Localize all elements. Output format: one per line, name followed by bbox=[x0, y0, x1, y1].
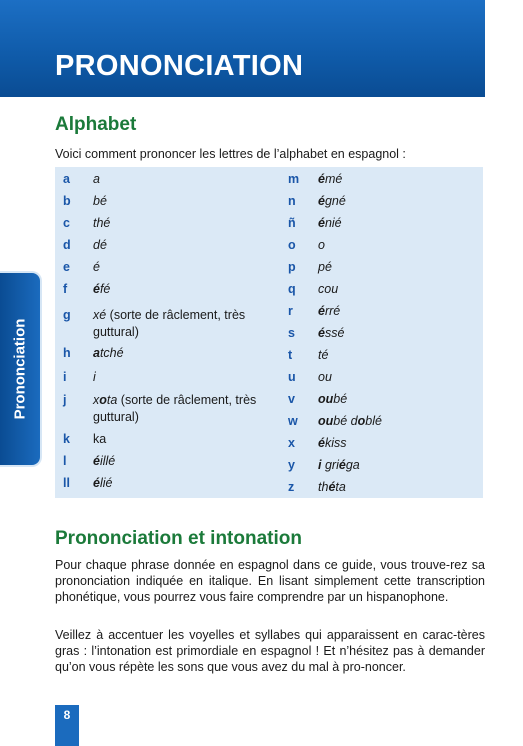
page-header bbox=[0, 0, 485, 97]
pronunciation-fragment: é bbox=[318, 436, 325, 450]
pronunciation-fragment: ou bbox=[318, 392, 334, 406]
pronunciation-fragment: bé bbox=[333, 392, 348, 406]
section-side-tab bbox=[0, 271, 42, 467]
alphabet-letter: s bbox=[288, 326, 295, 340]
alphabet-pronunciation: é bbox=[93, 260, 100, 274]
alphabet-pronunciation: i bbox=[93, 370, 96, 384]
alphabet-pronunciation: ou bbox=[318, 370, 332, 384]
alphabet-pronunciation bbox=[93, 392, 263, 426]
alphabet-letter: k bbox=[63, 432, 70, 446]
alphabet-letter: m bbox=[288, 172, 300, 186]
alphabet-pronunciation bbox=[93, 345, 263, 362]
alphabet-pronunciation bbox=[318, 457, 488, 474]
pronunciation-fragment: é bbox=[318, 304, 325, 318]
alphabet-letter: w bbox=[288, 414, 298, 428]
pronunciation-fragment: gri bbox=[321, 458, 339, 472]
alphabet-pronunciation: té bbox=[318, 348, 329, 362]
alphabet-letter: c bbox=[63, 216, 70, 230]
alphabet-pronunciation bbox=[93, 475, 263, 492]
alphabet-intro: Voici comment prononcer les lettres de l’alphabet en espagnol : bbox=[55, 147, 406, 161]
alphabet-letter: x bbox=[288, 436, 295, 450]
alphabet-pronunciation bbox=[318, 391, 488, 408]
alphabet-pronunciation bbox=[93, 453, 263, 470]
alphabet-letter: j bbox=[63, 393, 67, 407]
alphabet-letter: v bbox=[288, 392, 295, 406]
pronunciation-fragment: o bbox=[357, 414, 366, 428]
alphabet-pronunciation: dé bbox=[93, 238, 107, 252]
pronunciation-fragment: ou bbox=[318, 414, 334, 428]
pronunciation-fragment: é bbox=[318, 326, 325, 340]
alphabet-letter: ñ bbox=[288, 216, 296, 230]
pronunciation-fragment: é bbox=[318, 172, 325, 186]
intonation-paragraph-2: Veillez à accentuer les voyelles et syllabes qui apparaissent en carac-tères gras : l’intonation est primordiale en espagnol ! Et n’hésitez pas à demander qu’on vous répète les sons que vous avez du mal à pro-noncer. bbox=[55, 628, 485, 674]
alphabet-letter: n bbox=[288, 194, 296, 208]
pronunciation-fragment: nié bbox=[324, 216, 342, 230]
pronunciation-fragment: é bbox=[93, 282, 100, 296]
pronunciation-fragment: fé bbox=[99, 282, 111, 296]
pronunciation-fragment: é bbox=[318, 216, 325, 230]
pronunciation-fragment: kiss bbox=[324, 436, 347, 450]
alphabet-pronunciation: o bbox=[318, 238, 325, 252]
pronunciation-fragment: rré bbox=[324, 304, 341, 318]
pronunciation-fragment: ssé bbox=[324, 326, 345, 340]
alphabet-pronunciation bbox=[93, 281, 263, 298]
alphabet-letter: l bbox=[63, 454, 67, 468]
alphabet-pronunciation: pé bbox=[318, 260, 332, 274]
pronunciation-fragment: ga bbox=[345, 458, 360, 472]
alphabet-pronunciation bbox=[93, 307, 263, 341]
pronunciation-fragment: é bbox=[93, 476, 100, 490]
alphabet-letter: r bbox=[288, 304, 293, 318]
alphabet-pronunciation bbox=[318, 325, 488, 342]
alphabet-letter: b bbox=[63, 194, 71, 208]
alphabet-pronunciation bbox=[318, 215, 488, 232]
pronunciation-fragment: mé bbox=[324, 172, 343, 186]
intonation-paragraph-1: Pour chaque phrase donnée en espagnol dans ce guide, vous trouve-rez sa prononciation indiquée en italique. En lisant simplement cette transcription phonétique, vous pourrez vous faire comprendre par un hispanophone. bbox=[55, 558, 485, 604]
alphabet-letter: p bbox=[288, 260, 296, 274]
side-tab-label: Prononciation bbox=[11, 318, 29, 420]
pronunciation-fragment: bé d bbox=[333, 414, 358, 428]
alphabet-letter: g bbox=[63, 308, 71, 322]
alphabet-letter: o bbox=[288, 238, 296, 252]
alphabet-letter: t bbox=[288, 348, 293, 362]
pronunciation-fragment: é bbox=[328, 480, 336, 494]
pronunciation-fragment: illé bbox=[99, 454, 116, 468]
page-number: 8 bbox=[55, 705, 79, 746]
pronunciation-fragment: i bbox=[318, 458, 322, 472]
alphabet-pronunciation bbox=[318, 303, 488, 320]
alphabet-letter: a bbox=[63, 172, 70, 186]
pronunciation-fragment: é bbox=[93, 454, 100, 468]
alphabet-pronunciation bbox=[318, 413, 488, 430]
alphabet-letter: z bbox=[288, 480, 295, 494]
pronunciation-fragment: o bbox=[99, 393, 107, 407]
pronunciation-fragment: ta bbox=[106, 393, 118, 407]
pronunciation-fragment: blé bbox=[365, 414, 382, 428]
pronunciation-fragment: a bbox=[93, 346, 100, 360]
page-title: PRONONCIATION bbox=[55, 50, 304, 82]
alphabet-pronunciation: cou bbox=[318, 282, 339, 296]
pronunciation-fragment: (sorte de râclement, très guttural) bbox=[93, 393, 257, 424]
pronunciation-fragment: gné bbox=[324, 194, 346, 208]
intonation-heading: Prononciation et intonation bbox=[55, 528, 302, 549]
alphabet-pronunciation bbox=[93, 431, 263, 448]
alphabet-letter: q bbox=[288, 282, 296, 296]
alphabet-letter: d bbox=[63, 238, 71, 252]
pronunciation-fragment: xé bbox=[93, 308, 107, 322]
pronunciation-fragment: é bbox=[338, 458, 346, 472]
alphabet-pronunciation: bé bbox=[93, 194, 107, 208]
alphabet-pronunciation bbox=[318, 193, 488, 210]
alphabet-pronunciation bbox=[318, 171, 488, 188]
pronunciation-fragment: ka bbox=[93, 432, 107, 446]
pronunciation-fragment: ta bbox=[335, 480, 346, 494]
alphabet-letter: h bbox=[63, 346, 71, 360]
pronunciation-fragment: (sorte de râclement, très guttural) bbox=[93, 308, 246, 339]
alphabet-pronunciation: a bbox=[93, 172, 100, 186]
alphabet-letter: e bbox=[63, 260, 70, 274]
alphabet-letter: f bbox=[63, 282, 68, 296]
pronunciation-fragment: lié bbox=[99, 476, 113, 490]
alphabet-pronunciation bbox=[318, 479, 488, 496]
pronunciation-fragment: tché bbox=[99, 346, 124, 360]
alphabet-letter: i bbox=[63, 370, 67, 384]
alphabet-heading: Alphabet bbox=[55, 114, 137, 135]
alphabet-letter: u bbox=[288, 370, 296, 384]
alphabet-pronunciation: thé bbox=[93, 216, 111, 230]
alphabet-letter: y bbox=[288, 458, 295, 472]
alphabet-pronunciation bbox=[318, 435, 488, 452]
alphabet-letter: ll bbox=[63, 476, 70, 490]
pronunciation-fragment: x bbox=[93, 393, 100, 407]
pronunciation-fragment: th bbox=[318, 480, 329, 494]
pronunciation-fragment: é bbox=[318, 194, 325, 208]
